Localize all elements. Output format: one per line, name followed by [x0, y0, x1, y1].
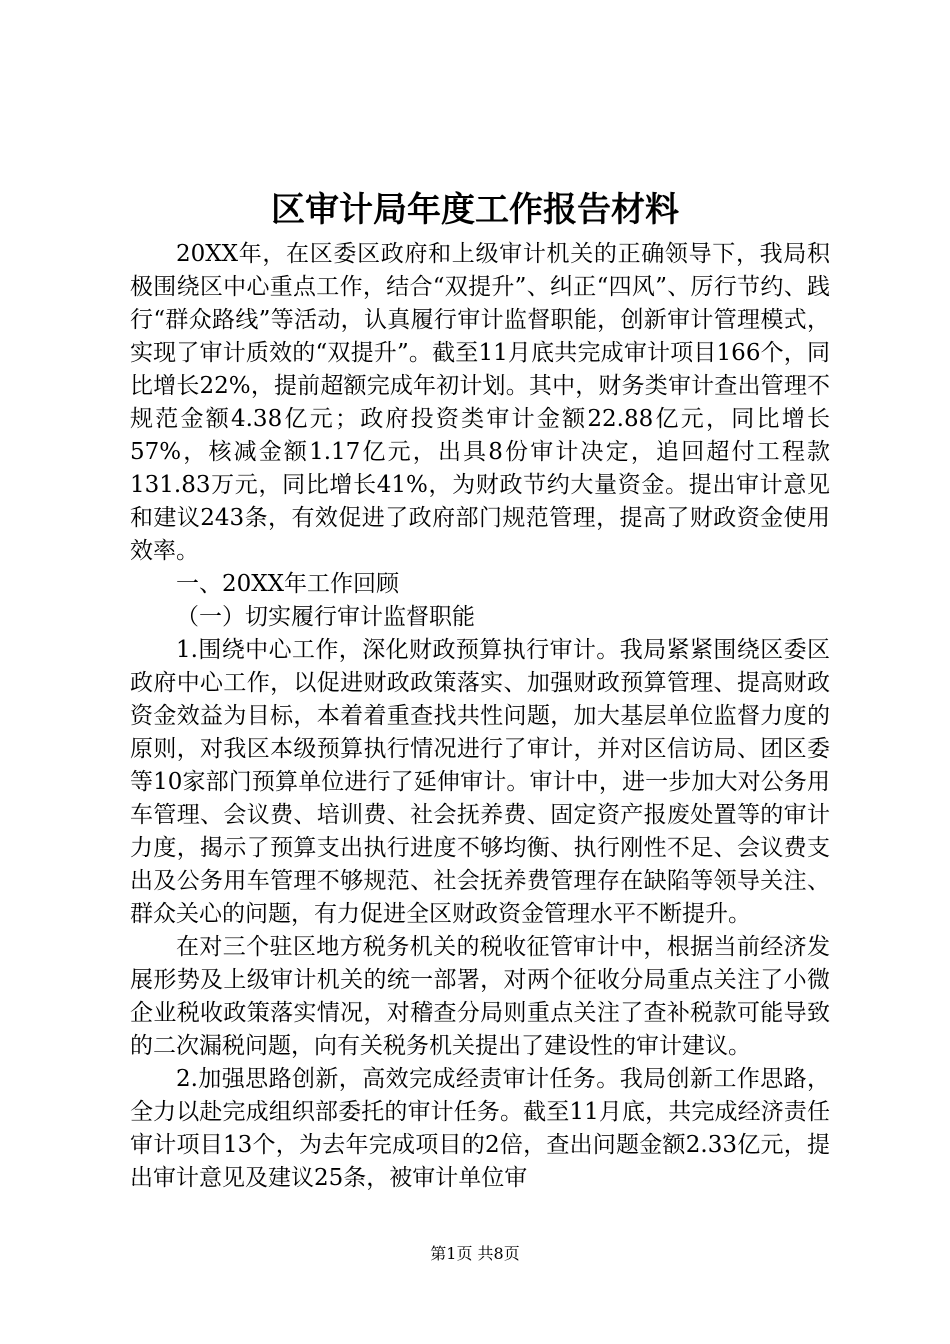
document-title: 区审计局年度工作报告材料 [271, 190, 679, 230]
subsection-heading: （一）切实履行审计监督职能 [176, 604, 475, 630]
paragraph-summary: 20XX年，在区委区政府和上级审计机关的正确领导下，我局积极围绕区中心重点工作，结合“双提升”、纠正“四风”、厉行节约、践行“群众路线”等活动，认真履行审计监督职能，创新审计管理模式，实现了审计质效的“双提升”。截至11月底共完成审计项目166个，同比增长22%，提前超额完成年初计划。其中，财务类审计查出管理不规范金额4.38亿元；政府投资类审计金额22.88亿元，同比增长57%，核减金额1.17亿元，出具8份审计决定，追回超付工程款131.83万元，同比增长41%，为财政节约大量资金。提出审计意见和建议243条，有效促进了政府部门规范管理，提高了财政资金使用效率。 [130, 241, 830, 564]
page-number-footer: 第1页 共8页 [430, 1244, 520, 1263]
paragraph-economic-responsibility-audit: 2.加强思路创新，高效完成经责审计任务。我局创新工作思路，全力以赴完成组织部委托的审计任务。截至11月底，共完成经济责任审计项目13个，为去年完成项目的2倍，查出问题金额2.33亿元，提出审计意见及建议25条，被审计单位审 [130, 1066, 830, 1191]
paragraph-budget-audit: 1.围绕中心工作，深化财政预算执行审计。我局紧紧围绕区委区政府中心工作，以促进财政政策落实、加强财政预算管理、提高财政资金效益为目标，本着着重查找共性问题，加大基层单位监督力度的原则，对我区本级预算执行情况进行了审计，并对区信访局、团区委等10家部门预算单位进行了延伸审计。审计中，进一步加大对公务用车管理、会议费、培训费、社会抚养费、固定资产报废处置等的审计力度，揭示了预算支出执行进度不够均衡、执行刚性不足、会议费支出及公务用车管理不够规范、社会抚养费管理存在缺陷等领导关注、群众关心的问题，有力促进全区财政资金管理水平不断提升。 [130, 637, 830, 927]
document-body [130, 238, 830, 1195]
paragraph-tax-audit: 在对三个驻区地方税务机关的税收征管审计中，根据当前经济发展形势及上级审计机关的统一部署，对两个征收分局重点关注了小微企业税收政策落实情况，对稽查分局则重点关注了查补税款可能导致的二次漏税问题，向有关税务机关提出了建设性的审计建议。 [130, 934, 830, 1059]
section-heading: 一、20XX年工作回顾 [176, 571, 400, 597]
